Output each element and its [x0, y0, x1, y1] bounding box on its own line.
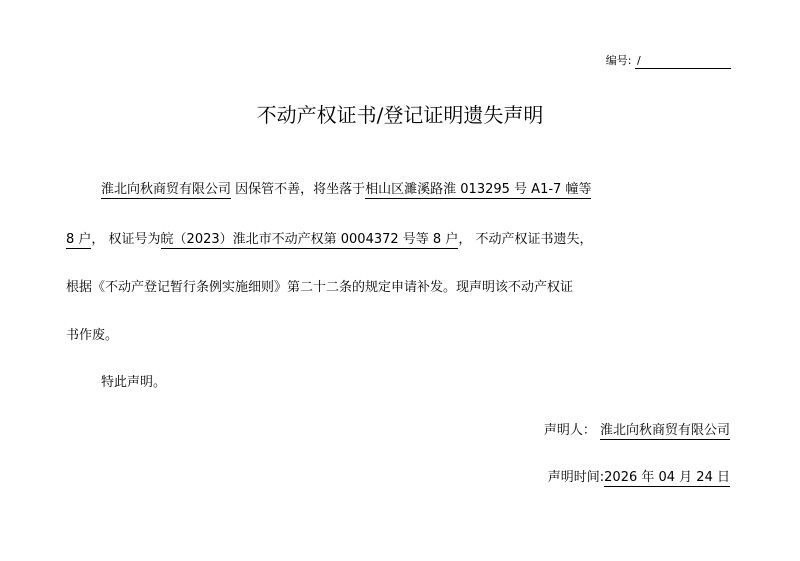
line2-text2: ， 不动产权证书遗失， — [458, 232, 593, 247]
paragraph-line-1 — [101, 180, 591, 200]
document-title: 不动产权证书/登记证明遗失声明 — [256, 103, 544, 127]
paragraph-line-4: 书作废。 — [66, 328, 119, 343]
serial-number — [606, 54, 731, 69]
date-value: 2026 年 04 月 24 日 — [604, 470, 730, 485]
certificate-number: 皖（2023）淮北市不动产权第 0004372 号等 8 户 — [160, 232, 459, 247]
property-address: 相山区濉溪路淮 013295 号 A1-7 幢等 — [365, 182, 592, 197]
declarant-label: 声明人： — [543, 423, 596, 438]
unit-count: 8 户 — [66, 232, 92, 247]
declaration-date — [548, 468, 730, 488]
closing-statement: 特此声明。 — [101, 375, 167, 390]
date-label: 声明时间: — [547, 470, 605, 485]
company-name: 淮北向秋商贸有限公司 — [101, 182, 232, 197]
paragraph-line-2 — [66, 230, 592, 250]
serial-label: 编号: — [605, 54, 632, 67]
declarant-value: 淮北向秋商贸有限公司 — [599, 423, 730, 438]
declarant — [544, 421, 730, 441]
line2-text1: ， 权证号为 — [91, 232, 161, 247]
line1-text: 因保管不善，将坐落于 — [231, 182, 366, 197]
serial-value: / — [635, 54, 731, 69]
paragraph-line-3: 根据《不动产登记暂行条例实施细则》第二十二条的规定申请补发。现声明该不动产权证 — [66, 280, 574, 295]
